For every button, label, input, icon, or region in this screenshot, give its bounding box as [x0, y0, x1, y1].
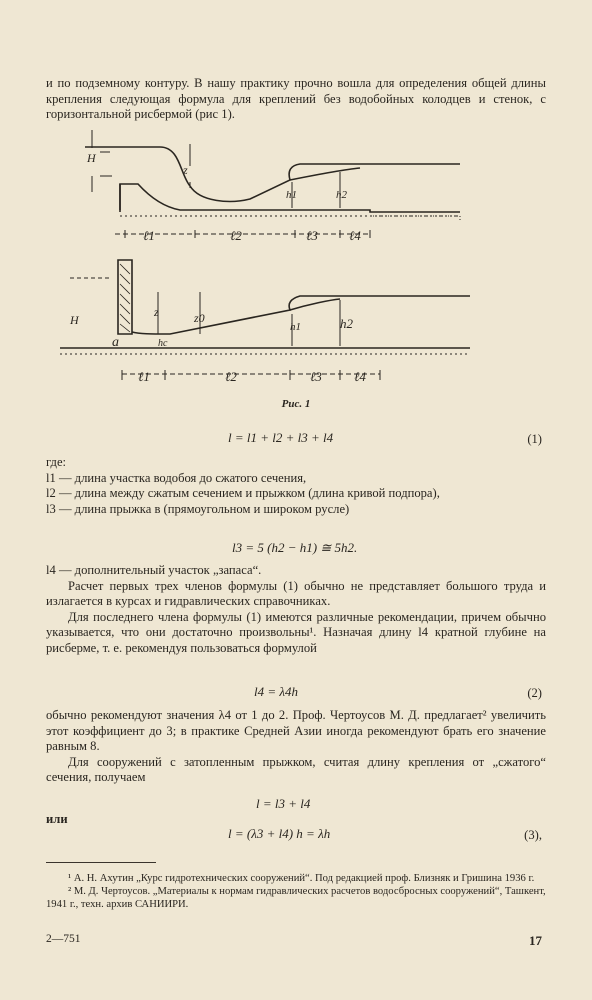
page-number: 17	[529, 933, 542, 948]
label-bottom-l4: ℓ4	[354, 369, 366, 384]
body-paragraphs	[46, 563, 546, 656]
formula-3b: l = (λ3 + l4) h = λh	[228, 826, 331, 841]
body-paragraphs-2	[46, 708, 546, 786]
formula-2: l4 = λ4h	[254, 684, 299, 699]
intro-paragraph	[46, 76, 546, 123]
figure-caption: Рис. 1	[281, 398, 311, 410]
label-top-l4: ℓ4	[349, 228, 361, 243]
label-top-l2: ℓ2	[230, 228, 242, 243]
formula-l3: l3 = 5 (h2 − h1) ≅ 5h2.	[232, 540, 358, 555]
formula-2-number: (2)	[527, 686, 542, 700]
label-bottom-l1: ℓ1	[138, 369, 150, 384]
formula-1-number: (1)	[527, 432, 542, 446]
label-top-h1: h1	[286, 189, 297, 201]
definition-l3: l3 — длина прыжка в (прямоугольном и широком русле)	[46, 501, 350, 516]
label-bottom-z: z	[154, 305, 159, 319]
figure-bottom-diagram	[60, 260, 470, 380]
figure-1	[40, 124, 560, 392]
where-label: где:	[46, 455, 67, 469]
signature-mark: 2—751	[46, 933, 81, 945]
label-bottom-hc: hc	[158, 338, 168, 349]
footnote-1: ¹ А. Н. Ахутин „Курс гидротехнических сооружений“. Под редакцией проф. Близняк и Гришина 1936 г.	[68, 873, 535, 884]
footnotes	[46, 872, 546, 911]
label-bottom-h1: h1	[290, 321, 301, 333]
label-bottom-z0: z0	[194, 311, 205, 325]
definition-l4: l4 — дополнительный участок „запаса“.	[46, 563, 262, 577]
label-top-l3: ℓ3	[306, 228, 318, 243]
label-bottom-l2: ℓ2	[225, 369, 237, 384]
figure-top-diagram	[85, 130, 460, 238]
paragraph-2: Расчет первых трех членов формулы (1) обычно не представляет большого труда и излагается в курсах и гидравлических справочниках.	[46, 578, 546, 608]
definitions-block	[46, 455, 546, 517]
label-top-z: z	[183, 163, 188, 177]
label-top-H: H	[87, 151, 96, 165]
label-bottom-h2: h2	[340, 316, 353, 331]
paragraph-5: Для сооружений с затопленным прыжком, считая длину крепления от „сжатого“ сечения, получаем	[46, 754, 546, 784]
paragraph-4: обычно рекомендуют значения λ4 от 1 до 2. Проф. Чертоусов М. Д. предлагает² увеличить этот коэффициент до 3; в практике Средней Азии иногда рекомендуют брать его значение равным 8.	[46, 708, 546, 753]
or-label: или	[46, 812, 68, 826]
label-bottom-l3: ℓ3	[310, 369, 322, 384]
label-bottom-a: a	[112, 335, 119, 350]
footnote-rule	[46, 862, 156, 863]
formula-1: l = l1 + l2 + l3 + l4	[228, 430, 334, 445]
definition-l2: l2 — длина между сжатым сечением и прыжком (длина кривой подпора),	[46, 486, 440, 500]
formula-3-number: (3),	[524, 828, 542, 842]
definition-l1: l1 — длина участка водобоя до сжатого сечения,	[46, 470, 307, 485]
label-top-h2: h2	[336, 189, 347, 201]
label-top-l1: ℓ1	[143, 228, 155, 243]
paragraph-3: Для последнего члена формулы (1) имеются различные рекомендации, причем обычно указывается, что они достаточно произвольны¹. Назначая длину l4 кратной глубине на рисберме, т. е. рекомендуя пользоваться формулой	[46, 609, 546, 655]
formula-3a: l = l3 + l4	[256, 796, 311, 811]
footnote-2: ² М. Д. Чертоусов. „Материалы к нормам гидравлических расчетов водосбросных сооружений“, Ташкент, 1941 г., техн. архив САНИИРИ.	[46, 886, 546, 910]
label-bottom-H: H	[70, 313, 79, 327]
intro-text: и по подземному контуру. В нашу практику прочно вошла для определения общей длины крепления следующая формула для креплений без водобойных колодцев и стенок, с горизонтальной рисбермой (рис 1).	[46, 76, 546, 121]
